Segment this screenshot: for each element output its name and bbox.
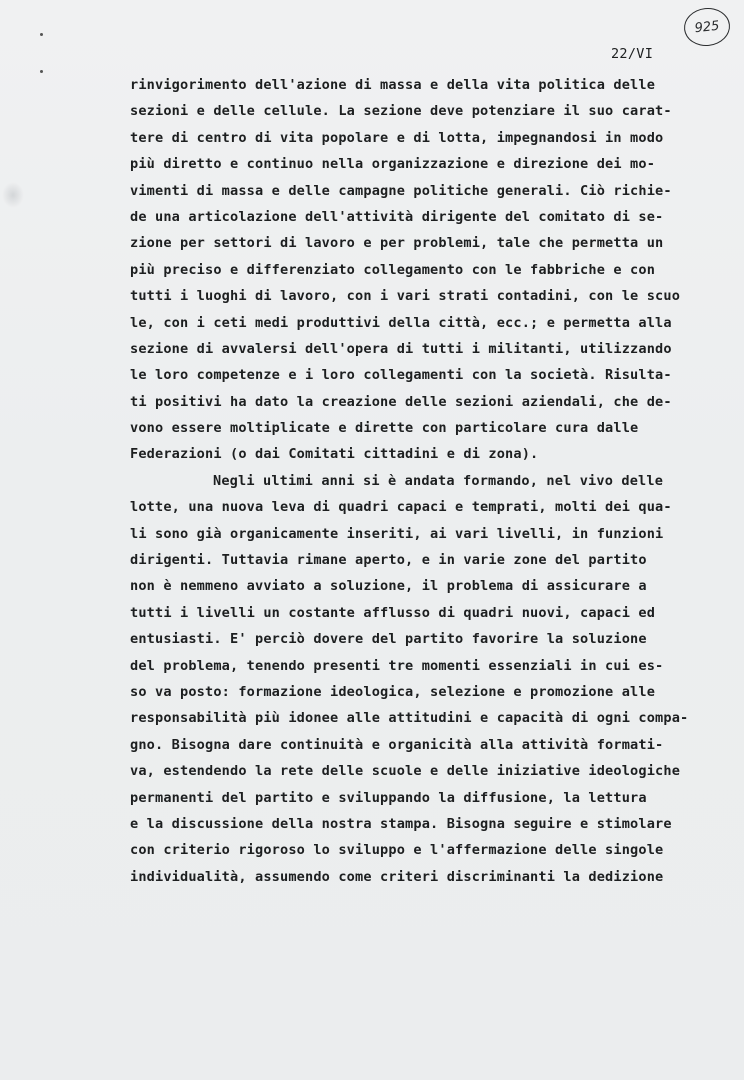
text-line: più diretto e continuo nella organizzazione e direzione dei mo- bbox=[130, 156, 656, 173]
text-line: zione per settori di lavoro e per problemi, tale che permetta un bbox=[130, 235, 664, 252]
text-line: più preciso e differenziato collegamento con le fabbriche e con bbox=[130, 261, 656, 278]
text-line: con criterio rigoroso lo sviluppo e l'affermazione delle singole bbox=[130, 842, 664, 859]
margin-mark bbox=[40, 70, 43, 73]
body-text bbox=[130, 72, 710, 890]
text-line: Federazioni (o dai Comitati cittadini e di zona). bbox=[130, 446, 539, 463]
margin-mark bbox=[40, 33, 43, 36]
page-number: 22/VI bbox=[611, 46, 654, 62]
text-line: gno. Bisogna dare continuità e organicità alla attività formati- bbox=[130, 736, 664, 753]
text-line: individualità, assumendo come criteri discriminanti la dedizione bbox=[130, 868, 664, 885]
paragraph-start-line: Negli ultimi anni si è andata formando, nel vivo delle bbox=[213, 472, 664, 489]
text-line: ti positivi ha dato la creazione delle sezioni aziendali, che de- bbox=[130, 393, 672, 410]
paper-smudge bbox=[2, 182, 24, 208]
text-line: tutti i livelli un costante afflusso di quadri nuovi, capaci ed bbox=[130, 604, 656, 621]
text-line: del problema, tenendo presenti tre momenti essenziali in cui es- bbox=[130, 657, 664, 674]
text-line: e la discussione della nostra stampa. Bisogna seguire e stimolare bbox=[130, 815, 672, 832]
text-line: le loro competenze e i loro collegamenti con la società. Risulta- bbox=[130, 367, 672, 384]
text-line: so va posto: formazione ideologica, selezione e promozione alle bbox=[130, 683, 656, 700]
text-line: tere di centro di vita popolare e di lotta, impegnandosi in modo bbox=[130, 129, 664, 146]
text-line: sezione di avvalersi dell'opera di tutti i militanti, utilizzando bbox=[130, 340, 672, 357]
text-line: de una articolazione dell'attività dirigente del comitato di se- bbox=[130, 208, 664, 225]
text-line: entusiasti. E' perciò dovere del partito favorire la soluzione bbox=[130, 631, 647, 648]
text-line: permanenti del partito e sviluppando la diffusione, la lettura bbox=[130, 789, 647, 806]
text-line: vono essere moltiplicate e dirette con particolare cura dalle bbox=[130, 420, 639, 437]
text-line: vimenti di massa e delle campagne politiche generali. Ciò richie- bbox=[130, 182, 672, 199]
text-line: va, estendendo la rete delle scuole e delle iniziative ideologiche bbox=[130, 763, 681, 780]
text-line: responsabilità più idonee alle attitudini e capacità di ogni compa- bbox=[130, 710, 689, 727]
text-line: tutti i luoghi di lavoro, con i vari strati contadini, con le scuo bbox=[130, 288, 681, 305]
text-line: li sono già organicamente inseriti, ai vari livelli, in funzioni bbox=[130, 525, 664, 542]
archive-stamp-number: 925 bbox=[682, 6, 732, 49]
text-line: rinvigorimento dell'azione di massa e della vita politica delle bbox=[130, 77, 656, 93]
text-line: dirigenti. Tuttavia rimane aperto, e in varie zone del partito bbox=[130, 552, 647, 569]
text-line: lotte, una nuova leva di quadri capaci e temprati, molti dei qua- bbox=[130, 499, 672, 516]
text-line: le, con i ceti medi produttivi della città, ecc.; e permetta alla bbox=[130, 314, 672, 331]
text-line: sezioni e delle cellule. La sezione deve potenziare il suo carat- bbox=[130, 103, 672, 120]
text-line: non è nemmeno avviato a soluzione, il problema di assicurare a bbox=[130, 578, 647, 595]
